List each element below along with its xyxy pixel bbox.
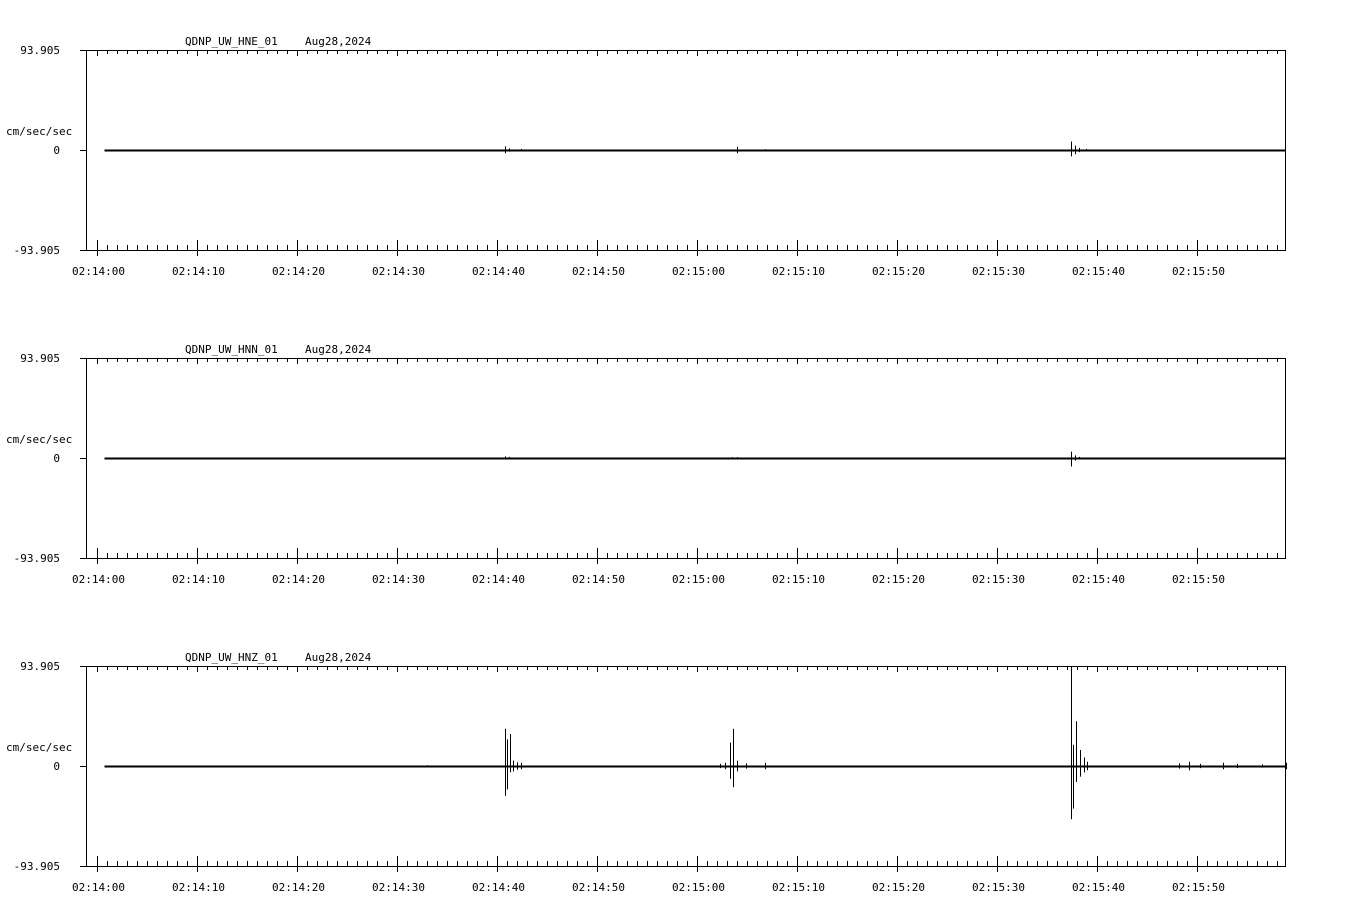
x-tick-label: 02:14:40 <box>472 573 525 586</box>
y-tick-label-min: -93.905 <box>13 244 60 257</box>
x-tick-label: 02:15:40 <box>1072 573 1125 586</box>
panel-date: Aug28,2024 <box>305 651 372 664</box>
seismogram-panel-1 <box>6 35 1286 278</box>
panel-title: QDNP_UW_HNZ_01 <box>185 651 278 664</box>
panel-title: QDNP_UW_HNN_01 <box>185 343 278 356</box>
y-tick-label-max: 93.905 <box>20 660 60 673</box>
x-tick-label: 02:14:50 <box>572 881 625 894</box>
x-tick-label: 02:15:10 <box>772 881 825 894</box>
x-tick-label: 02:14:30 <box>372 573 425 586</box>
y-tick-label-max: 93.905 <box>20 44 60 57</box>
y-axis-label: cm/sec/sec <box>6 741 73 754</box>
y-tick-label-zero: 0 <box>53 760 60 773</box>
x-tick-label: 02:15:40 <box>1072 265 1125 278</box>
x-tick-label: 02:15:30 <box>972 881 1025 894</box>
x-tick-label: 02:15:00 <box>672 881 725 894</box>
panel-title: QDNP_UW_HNE_01 <box>185 35 278 48</box>
x-tick-label: 02:14:10 <box>172 265 225 278</box>
x-tick-label: 02:15:30 <box>972 265 1025 278</box>
y-tick-label-min: -93.905 <box>13 552 60 565</box>
y-axis-label: cm/sec/sec <box>6 125 73 138</box>
panel-date: Aug28,2024 <box>305 35 372 48</box>
seismogram-panel-3 <box>6 651 1287 894</box>
x-tick-label: 02:15:30 <box>972 573 1025 586</box>
x-tick-label: 02:15:10 <box>772 265 825 278</box>
x-tick-label: 02:15:50 <box>1172 265 1225 278</box>
x-tick-label: 02:15:20 <box>872 265 925 278</box>
x-tick-label: 02:15:00 <box>672 573 725 586</box>
x-tick-label: 02:14:50 <box>572 265 625 278</box>
panel-date: Aug28,2024 <box>305 343 372 356</box>
y-tick-label-zero: 0 <box>53 452 60 465</box>
x-tick-label: 02:15:50 <box>1172 881 1225 894</box>
x-tick-label: 02:15:10 <box>772 573 825 586</box>
x-tick-label: 02:15:00 <box>672 265 725 278</box>
x-tick-label: 02:15:20 <box>872 573 925 586</box>
x-tick-label: 02:14:30 <box>372 265 425 278</box>
x-tick-label: 02:15:40 <box>1072 881 1125 894</box>
y-tick-label-max: 93.905 <box>20 352 60 365</box>
seismogram-panel-2 <box>6 343 1286 586</box>
x-tick-label: 02:14:40 <box>472 265 525 278</box>
y-axis-label: cm/sec/sec <box>6 433 73 446</box>
x-tick-label: 02:14:20 <box>272 881 325 894</box>
x-tick-label: 02:14:00 <box>72 573 125 586</box>
x-tick-label: 02:14:20 <box>272 265 325 278</box>
x-tick-label: 02:14:10 <box>172 881 225 894</box>
x-tick-label: 02:15:20 <box>872 881 925 894</box>
y-tick-label-min: -93.905 <box>13 860 60 873</box>
x-tick-label: 02:14:10 <box>172 573 225 586</box>
y-tick-label-zero: 0 <box>53 144 60 157</box>
x-tick-label: 02:14:40 <box>472 881 525 894</box>
x-tick-label: 02:14:00 <box>72 265 125 278</box>
x-tick-label: 02:14:30 <box>372 881 425 894</box>
x-tick-label: 02:14:00 <box>72 881 125 894</box>
x-tick-label: 02:14:50 <box>572 573 625 586</box>
x-tick-label: 02:15:50 <box>1172 573 1225 586</box>
x-tick-label: 02:14:20 <box>272 573 325 586</box>
